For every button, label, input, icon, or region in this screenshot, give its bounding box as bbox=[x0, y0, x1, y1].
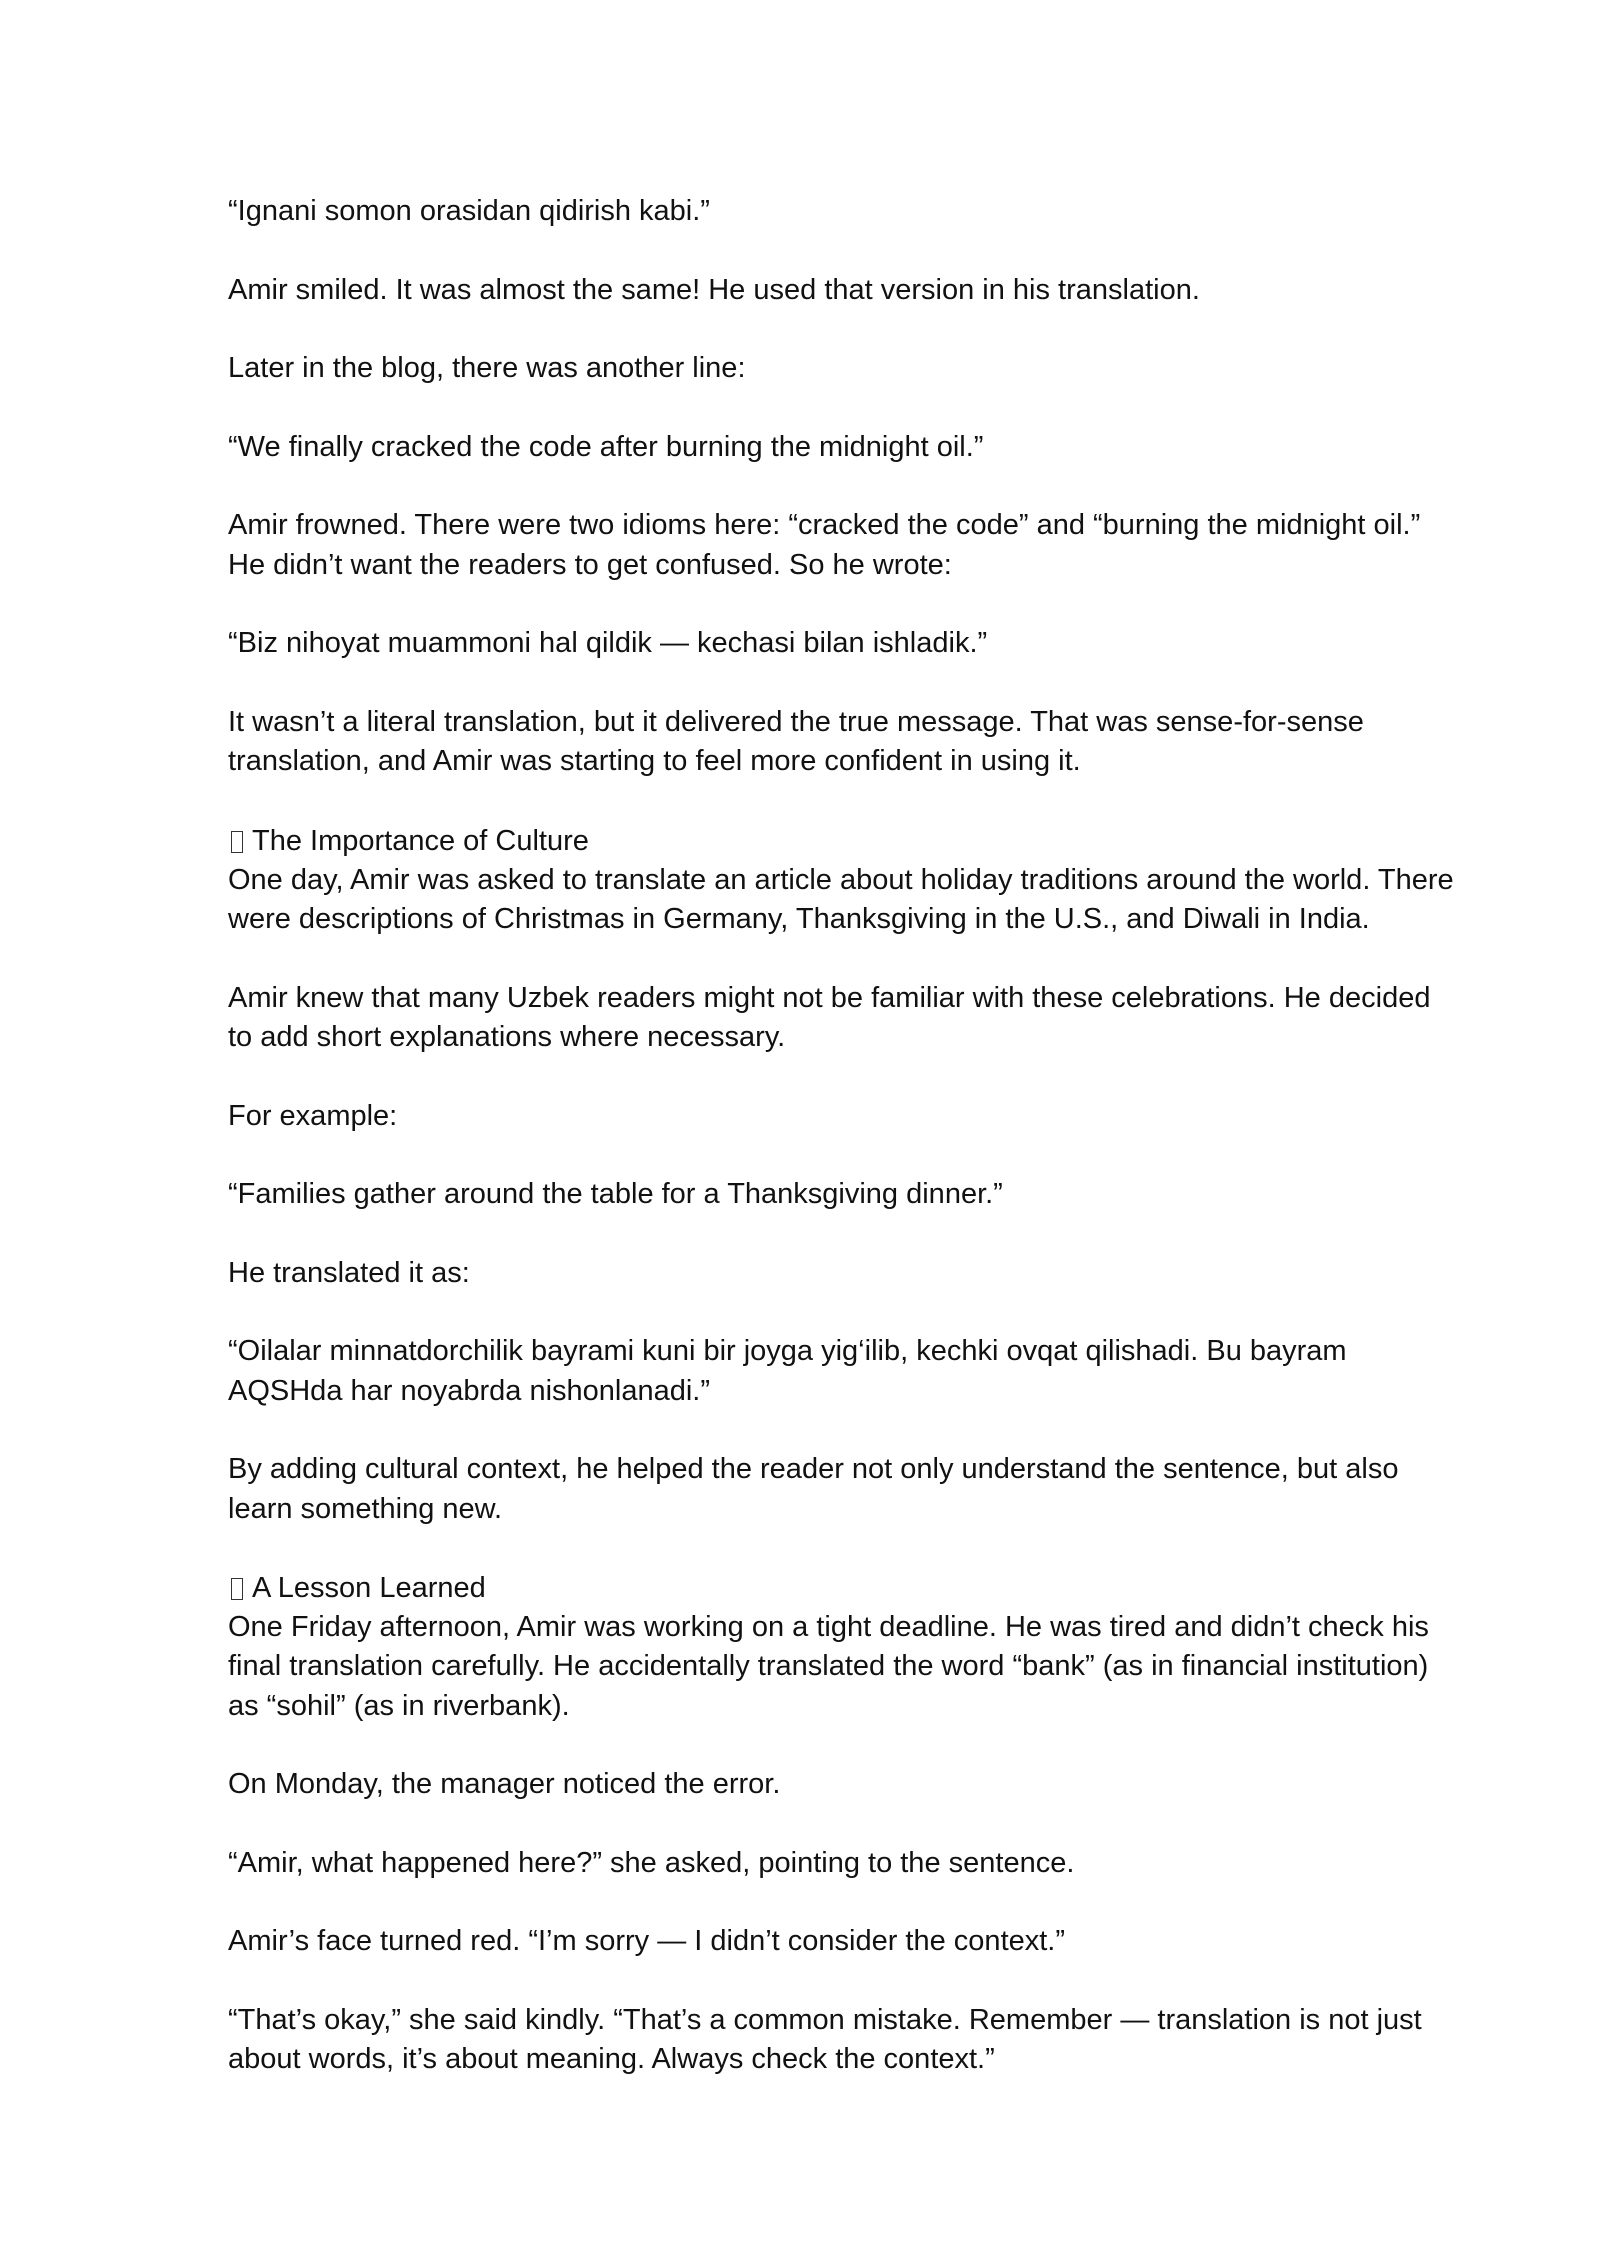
text-line: translation, and Amir was starting to feel more confident in using it. bbox=[228, 745, 1081, 778]
text-line: learn something new. bbox=[228, 1492, 503, 1525]
section-importance-of-culture bbox=[228, 821, 1600, 940]
text-line: For example: bbox=[228, 1099, 398, 1132]
paragraph bbox=[228, 1922, 1600, 1961]
text-line: Later in the blog, there was another line: bbox=[228, 352, 746, 385]
section-lesson-learned bbox=[228, 1568, 1600, 1726]
text-line: “That’s okay,” she said kindly. “That’s a common mistake. Remember — translation is not just bbox=[228, 2004, 1422, 2037]
paragraph bbox=[228, 1254, 1600, 1293]
section-heading bbox=[228, 1568, 1600, 1608]
paragraph bbox=[228, 1097, 1600, 1136]
paragraph bbox=[228, 1332, 1600, 1411]
text-line: On Monday, the manager noticed the error. bbox=[228, 1768, 781, 1801]
text-line: “Ignani somon orasidan qidirish kabi.” bbox=[228, 195, 710, 227]
text-line: He translated it as: bbox=[228, 1256, 470, 1289]
paragraph bbox=[228, 1844, 1600, 1883]
paragraph bbox=[228, 349, 1600, 388]
text-line: to add short explanations where necessary. bbox=[228, 1020, 786, 1053]
paragraph bbox=[228, 428, 1600, 467]
text-line: One day, Amir was asked to translate an article about holiday traditions around the world. There bbox=[228, 863, 1454, 896]
section-heading-text: The Importance of Culture bbox=[252, 824, 589, 857]
paragraph bbox=[228, 703, 1600, 782]
paragraph bbox=[228, 271, 1600, 310]
paragraph bbox=[228, 979, 1600, 1058]
text-line: Amir knew that many Uzbek readers might not be familiar with these celebrations. He decided bbox=[228, 981, 1431, 1014]
text-line: It wasn’t a literal translation, but it delivered the true message. That was sense-for-sense bbox=[228, 705, 1364, 738]
text-line: Amir smiled. It was almost the same! He used that version in his translation. bbox=[228, 273, 1200, 306]
paragraph bbox=[228, 2001, 1600, 2080]
text-line: One Friday afternoon, Amir was working on a tight deadline. He was tired and didn’t check his bbox=[228, 1611, 1429, 1644]
text-line: Amir frowned. There were two idioms here: “cracked the code” and “burning the midnight oil.” bbox=[228, 509, 1421, 542]
paragraph bbox=[228, 506, 1600, 585]
text-line: He didn’t want the readers to get confused. So he wrote: bbox=[228, 548, 952, 581]
text-line: as “sohil” (as in riverbank). bbox=[228, 1689, 570, 1722]
text-line: Amir’s face turned red. “I’m sorry — I didn’t consider the context.” bbox=[228, 1925, 1066, 1958]
paragraph bbox=[228, 1175, 1600, 1214]
section-heading bbox=[228, 821, 1600, 861]
text-line: AQSHda har noyabrda nishonlanadi.” bbox=[228, 1374, 711, 1407]
text-line: “Oilalar minnatdorchilik bayrami kuni bir joyga yig‘ilib, kechki ovqat qilishadi. Bu bayram bbox=[228, 1335, 1347, 1368]
missing-glyph-icon bbox=[231, 1578, 243, 1600]
text-line: By adding cultural context, he helped the reader not only understand the sentence, but also bbox=[228, 1453, 1399, 1486]
text-line: “We finally cracked the code after burning the midnight oil.” bbox=[228, 430, 984, 463]
text-line: “Amir, what happened here?” she asked, pointing to the sentence. bbox=[228, 1846, 1075, 1879]
paragraph bbox=[228, 1765, 1600, 1804]
paragraph bbox=[228, 1450, 1600, 1529]
missing-glyph-icon bbox=[231, 831, 243, 853]
text-line: were descriptions of Christmas in Germany, Thanksgiving in the U.S., and Diwali in India. bbox=[228, 903, 1370, 936]
paragraph bbox=[228, 192, 1600, 231]
text-line: final translation carefully. He accidentally translated the word “bank” (as in financial institution) bbox=[228, 1650, 1429, 1683]
text-line: “Families gather around the table for a Thanksgiving dinner.” bbox=[228, 1178, 1003, 1211]
text-line: about words, it’s about meaning. Always check the context.” bbox=[228, 2043, 995, 2076]
text-line: “Biz nihoyat muammoni hal qildik — kechasi bilan ishladik.” bbox=[228, 627, 988, 660]
paragraph bbox=[228, 624, 1600, 663]
section-heading-text: A Lesson Learned bbox=[252, 1572, 486, 1605]
